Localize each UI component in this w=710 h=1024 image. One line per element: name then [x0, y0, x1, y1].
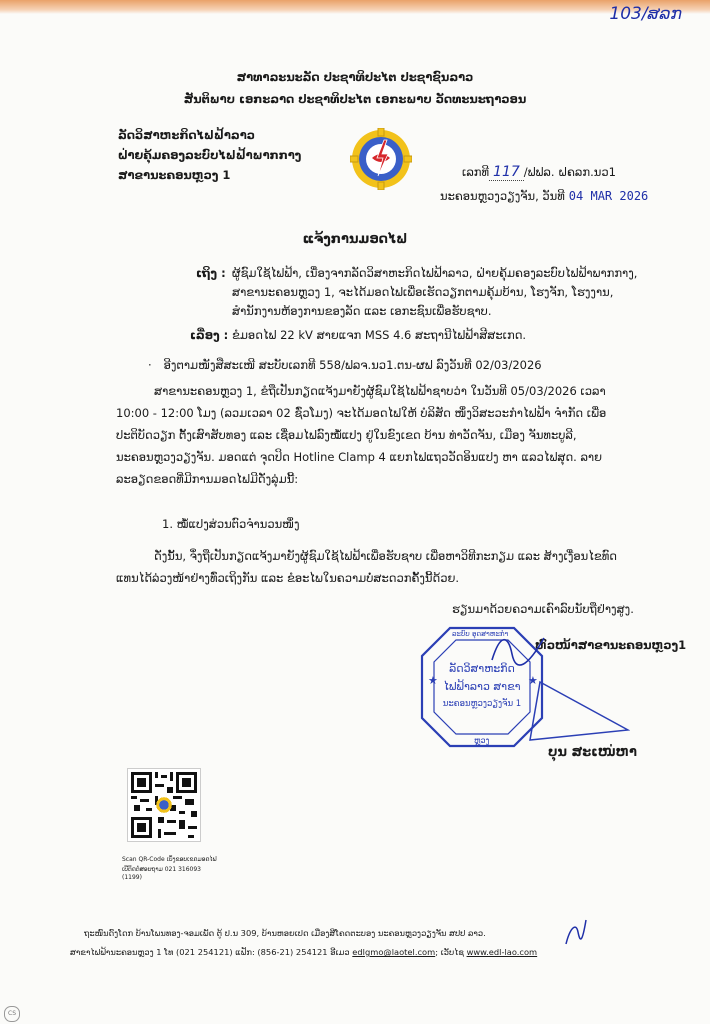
national-header-line2: ສັນຕິພາບ ເອກະລາດ ປະຊາທິປະໄຕ ເອກະພາບ ວັດທະນະຖາວອນ	[183, 92, 527, 106]
ref-number-value: 117	[489, 164, 524, 181]
to-label: ເຖິງ :	[196, 266, 226, 280]
org-line2: ຝ່າຍຄຸ້ມຄອງລະບົບໄຟຟ້າພາກກາງ	[118, 148, 302, 162]
date-stamp-value: 04 MAR 2026	[568, 189, 649, 203]
stamp-ring-bottom: ຫຼວງ	[474, 736, 490, 745]
national-header-line1: ສາທາລະນະລັດ ປະຊາທິປະໄຕ ປະຊາຊົນລາວ	[236, 70, 474, 84]
list-item: 1. ໝໍ້ແປງສ່ວນຕົວຈຳນວນໜຶ່ງ	[162, 517, 300, 531]
closing-line: ດັ່ງນັ້ນ, ຈຶ່ງຖືເປັນກຽດແຈ້ງມາຍັງຜູ້ຊົມໃຊ້ໄຟຟ້າເພື່ອຮັບຊາບ ເພື່ອຫາວິທີກະກຽມ ແລະ ສ້າງເງື່ອນໄຂທົດ	[154, 549, 617, 563]
signature	[488, 630, 548, 670]
closing-paragraph	[116, 545, 638, 589]
reference-line: · ອີງຕາມໜັງສືສະເໜີ ສະບັບເລກທີ 558/ຟລຈ.ນວ1.ຕນ-ຜຟ ລົງວັນທີ 02/03/2026	[148, 358, 542, 372]
footer-website-link[interactable]: www.edl-lao.com	[466, 947, 538, 957]
subject-text: ຂໍມອດໄຟ 22 kV ສາຍແຈກ MSS 4.6 ສະຖານີໄຟຟ້າສີສະເກດ.	[232, 328, 527, 342]
footer-address: ຖະໜົນດົງໂດກ ບ້ານໂພນທອງ-ຈອມເພັດ ຕູ້ ປ.ນ 309, ບ້ານຫອຍເປດ ເມືອງສີໂຄດຕະບອງ ນະຄອນຫຼວງວຽງຈັນ ສປປ ລາວ.	[84, 928, 486, 938]
body-line: 10:00 - 12:00 ໂມງ (ລວມເວລາ 02 ຊົ່ວໂມງ) ຈະໄດ້ມອດໄຟໃຫ້ ບໍລິສັດ ໜຶ່ງວິສະວະກຳໄຟຟ້າ ຈຳກັດ ເພື່ອ	[116, 406, 607, 420]
body-line: ສາຂານະຄອນຫຼວງ 1, ຂໍຖືເປັນກຽດແຈ້ງມາຍັງຜູ້ຊົມໃຊ້ໄຟຟ້າຊາບວ່າ ໃນວັນທີ 05/03/2026 ເວລາ	[154, 384, 606, 398]
footer-email-link[interactable]: edlgmo@laotel.com	[352, 947, 436, 957]
footer-contact: ສາຂາໄຟຟ້ານະຄອນຫຼວງ 1 ໂທ (021 254121) ແຟັກ: (856-21) 254121 ອີເມວ edlgmo@laotel.com; ເວັບໄຊ www.edl-lao.com	[70, 947, 538, 957]
reference-number	[462, 163, 616, 182]
to-block	[232, 264, 672, 321]
place-date	[440, 187, 648, 206]
stamp-line3: ນະຄອນຫຼວງວຽງຈັນ 1	[442, 699, 522, 709]
document-title: ແຈ້ງການມອດໄຟ	[302, 232, 408, 247]
org-line3: ສາຂານະຄອນຫຼວງ 1	[118, 168, 231, 182]
qr-caption-2: ເບີຕິດຕໍ່ສອບຖາມ 021 316093 (1199)	[122, 866, 201, 881]
org-line1: ລັດວິສາຫະກິດໄຟຟ້າລາວ	[118, 128, 255, 142]
subject-label: ເລື່ອງ :	[190, 328, 229, 342]
to-line: ສາຂານະຄອນຫຼວງ 1, ຈະໄດ້ມອດໄຟເພື່ອເຮັດວຽກຕາມຄຸ້ມບ້ານ, ໂຮງຈັກ, ໂຮງງານ,	[232, 285, 614, 299]
closing-line: ແທນໄດ້ລ່ວງໜ້າຢ່າງທົ່ວເຖິງກັນ ແລະ ຂໍອະໄພໃນຄວາມບໍ່ສະດວກຄັ້ງນີ້ດ້ວຍ.	[116, 571, 460, 585]
signer-position: ຫົວໜ້າສາຂານະຄອນຫຼວງ1	[535, 638, 687, 652]
body-line: ລະອຽດຂອດທີ່ມີການມອດໄຟມີດັ່ງລຸ່ມນີ້:	[116, 472, 299, 486]
organization-block	[118, 125, 301, 185]
place-date-label: ນະຄອນຫຼວງວຽງຈັນ, ວັນທີ	[440, 189, 565, 203]
initials-mark	[560, 918, 590, 948]
svg-text:★: ★	[428, 674, 438, 687]
stamp-ring-top: ລະບົບ ອຸດສາຫະກຳ	[452, 630, 509, 638]
body-paragraph	[116, 380, 638, 490]
body-line: ນະຄອນຫຼວງວຽງຈັນ. ມອດແຕ່ ຈຸດປິດ Hotline Clamp 4 ແຍກໄຟແຖວວັດອິນແປງ ຫາ ແລວໄຟສຸດ. ລາຍ	[116, 450, 603, 464]
regards-line: ຮຽນມາດ້ວຍຄວາມເຄົາລົບນັບຖືຢ່າງສູງ.	[452, 602, 634, 616]
signer-name: ບຸນ ສະເໜ່ຫາ	[548, 745, 637, 760]
ref-number-suffix: /ຟຟລ. ຝຄລກ.ນວ1	[523, 165, 616, 179]
body-line: ປະຕິບັດວຽກ ຕັ້ງເສົາສັບທອງ ແລະ ເຊື່ອມໄຟລົງໝໍ້ແປງ ຢູ່ໃນຂົງເຂດ ບ້ານ ທ່າວັດຈັນ, ເມືອງ ຈັນທະບູລີ,	[116, 428, 577, 442]
qr-code	[127, 768, 201, 842]
page-top-edge	[0, 0, 710, 14]
to-line: ຜູ້ຊົມໃຊ້ໄຟຟ້າ, ເນື່ອງຈາກລັດວິສາຫະກິດໄຟຟ້າລາວ, ຝ່າຍຄຸ້ມຄອງລະບົບໄຟຟ້າພາກກາງ,	[232, 266, 638, 280]
ref-number-label: ເລກທີ	[462, 165, 490, 179]
stamp-line2: ໄຟຟ້າລາວ ສາຂາ	[443, 680, 521, 693]
cs-watermark-icon: CS	[4, 1006, 20, 1022]
edl-logo-icon	[350, 128, 412, 190]
handwritten-corner-note: 103/ສລກ	[609, 4, 682, 24]
qr-caption-1: Scan QR-Code ເບິ່ງຂອບເຂດມອດໄຟ	[122, 856, 217, 863]
svg-text:★: ★	[528, 674, 538, 687]
to-line: ສຳນັກງານຫ້ອງການຂອງລັດ ແລະ ເອກະຊົນເພື່ອຮັບຊາບ.	[232, 304, 492, 318]
bullet-dot: ·	[148, 358, 152, 372]
stamp-line1: ລັດວິສາຫະກິດ	[449, 662, 515, 675]
